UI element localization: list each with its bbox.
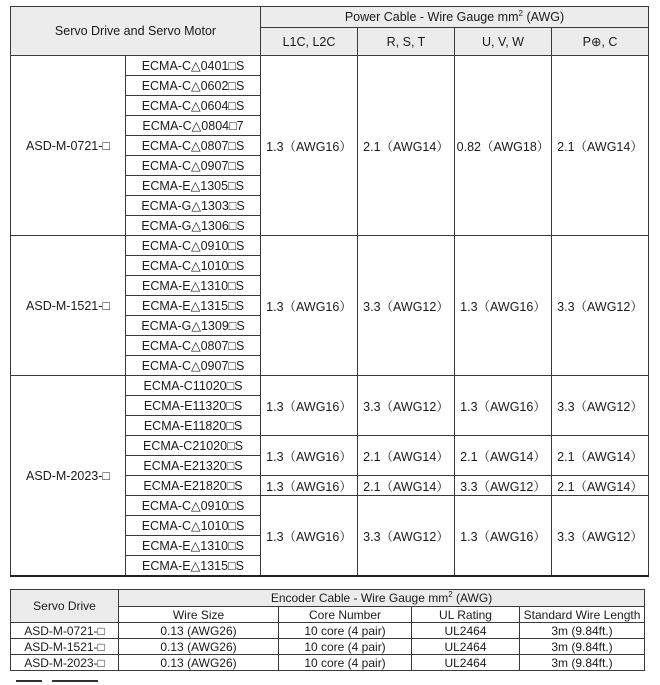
encoder-row [11, 623, 645, 639]
motor-model: ECMA-C△0907□S [126, 156, 261, 176]
motor-model: ECMA-E△1315□S [126, 296, 261, 316]
motor-row [11, 376, 649, 396]
wire-gauge-uvw: 3.3（AWG12） [455, 476, 552, 496]
servo-drive-header: Servo Drive [11, 590, 119, 623]
wire-length: 3m (9.84ft.) [520, 655, 645, 671]
drive-model: ASD-M-1521-□ [11, 236, 126, 376]
wire-gauge-l1c-l2c: 1.3（AWG16） [261, 436, 358, 476]
wire-gauge-uvw: 0.82（AWG18） [455, 56, 552, 236]
encoder-row [11, 655, 645, 671]
wire-gauge-uvw: 2.1（AWG14） [455, 436, 552, 476]
ul-rating: UL2464 [412, 623, 520, 639]
motor-model: ECMA-C△0807□S [126, 336, 261, 356]
wire-gauge-l1c-l2c: 1.3（AWG16） [261, 376, 358, 436]
wire-gauge-rst: 3.3（AWG12） [358, 376, 455, 436]
power-cable-title: Power Cable - Wire Gauge $mm^2$ (AWG) [261, 7, 649, 28]
wire-gauge-l1c-l2c: 1.3（AWG16） [261, 476, 358, 496]
wire-gauge-p-c: 3.3（AWG12） [552, 496, 649, 577]
wire-gauge-rst: 2.1（AWG14） [358, 476, 455, 496]
motor-model: ECMA-C△0807□S [126, 136, 261, 156]
motor-model: ECMA-E21820□S [126, 476, 261, 496]
motor-model: ECMA-C△0604□S [126, 96, 261, 116]
motor-model: ECMA-C△0401□S [126, 56, 261, 76]
encoder-cable-table [10, 589, 645, 671]
motor-model: ECMA-G△1309□S [126, 316, 261, 336]
wire-gauge-l1c-l2c: 1.3（AWG16） [261, 56, 358, 236]
encoder-table-body [11, 623, 645, 671]
col-standard-wire-length: Standard Wire Length [520, 607, 645, 623]
motor-model: ECMA-G△1306□S [126, 216, 261, 236]
col-uvw: U, V, W [455, 28, 552, 56]
drive-model: ASD-M-2023-□ [11, 655, 119, 671]
encoder-row [11, 639, 645, 655]
motor-model: ECMA-C△0907□S [126, 356, 261, 376]
wire-length: 3m (9.84ft.) [520, 623, 645, 639]
motor-model: ECMA-E△1315□S [126, 556, 261, 577]
col-wire-size: Wire Size [119, 607, 279, 623]
wire-gauge-rst: 3.3（AWG12） [358, 496, 455, 577]
wire-gauge-l1c-l2c: 1.3（AWG16） [261, 496, 358, 577]
drive-model: ASD-M-0721-□ [11, 623, 119, 639]
wire-gauge-l1c-l2c: 1.3（AWG16） [261, 236, 358, 376]
motor-model: ECMA-G△1303□S [126, 196, 261, 216]
wire-gauge-p-c: 2.1（AWG14） [552, 56, 649, 236]
motor-model: ECMA-E△1310□S [126, 276, 261, 296]
col-rst: R, S, T [358, 28, 455, 56]
wire-gauge-p-c: 2.1（AWG14） [552, 436, 649, 476]
motor-model: ECMA-C21020□S [126, 436, 261, 456]
power-table-body [11, 56, 649, 577]
wire-length: 3m (9.84ft.) [520, 639, 645, 655]
wire-gauge-p-c: 3.3（AWG12） [552, 236, 649, 376]
motor-row [11, 236, 649, 256]
wire-gauge-rst: 2.1（AWG14） [358, 56, 455, 236]
wire-size: 0.13 (AWG26) [119, 639, 279, 655]
motor-model: ECMA-E11320□S [126, 396, 261, 416]
drive-model: ASD-M-2023-□ [11, 376, 126, 577]
wire-gauge-uvw: 1.3（AWG16） [455, 376, 552, 436]
motor-model: ECMA-C△1010□S [126, 516, 261, 536]
col-p-c: P⊕, C [552, 28, 649, 56]
wire-gauge-p-c: 2.1（AWG14） [552, 476, 649, 496]
motor-model: ECMA-C△1010□S [126, 256, 261, 276]
motor-model: ECMA-C△0910□S [126, 236, 261, 256]
motor-model: ECMA-C△0804□7 [126, 116, 261, 136]
wire-gauge-rst: 2.1（AWG14） [358, 436, 455, 476]
motor-model: ECMA-E△1310□S [126, 536, 261, 556]
motor-model: ECMA-C△0910□S [126, 496, 261, 516]
motor-model: ECMA-E△1305□S [126, 176, 261, 196]
ul-rating: UL2464 [412, 639, 520, 655]
motor-model: ECMA-E11820□S [126, 416, 261, 436]
col-core-number: Core Number [279, 607, 412, 623]
wire-gauge-uvw: 1.3（AWG16） [455, 236, 552, 376]
motor-row [11, 56, 649, 76]
core-number: 10 core (4 pair) [279, 639, 412, 655]
motor-model: ECMA-C△0602□S [126, 76, 261, 96]
col-ul-rating: UL Rating [412, 607, 520, 623]
motor-model: ECMA-E21320□S [126, 456, 261, 476]
drive-model: ASD-M-0721-□ [11, 56, 126, 236]
encoder-cable-title: Encoder Cable - Wire Gauge $mm^2$ (AWG) [119, 590, 645, 607]
footer-rule [16, 680, 106, 685]
wire-gauge-p-c: 3.3（AWG12） [552, 376, 649, 436]
core-number: 10 core (4 pair) [279, 655, 412, 671]
ul-rating: UL2464 [412, 655, 520, 671]
wire-size: 0.13 (AWG26) [119, 655, 279, 671]
wire-gauge-rst: 3.3（AWG12） [358, 236, 455, 376]
power-cable-table [10, 6, 649, 577]
wire-gauge-uvw: 1.3（AWG16） [455, 496, 552, 577]
drive-model: ASD-M-1521-□ [11, 639, 119, 655]
wire-size: 0.13 (AWG26) [119, 623, 279, 639]
servo-drive-motor-header: Servo Drive and Servo Motor [11, 7, 261, 56]
core-number: 10 core (4 pair) [279, 623, 412, 639]
motor-model: ECMA-C11020□S [126, 376, 261, 396]
col-l1c-l2c: L1C, L2C [261, 28, 358, 56]
